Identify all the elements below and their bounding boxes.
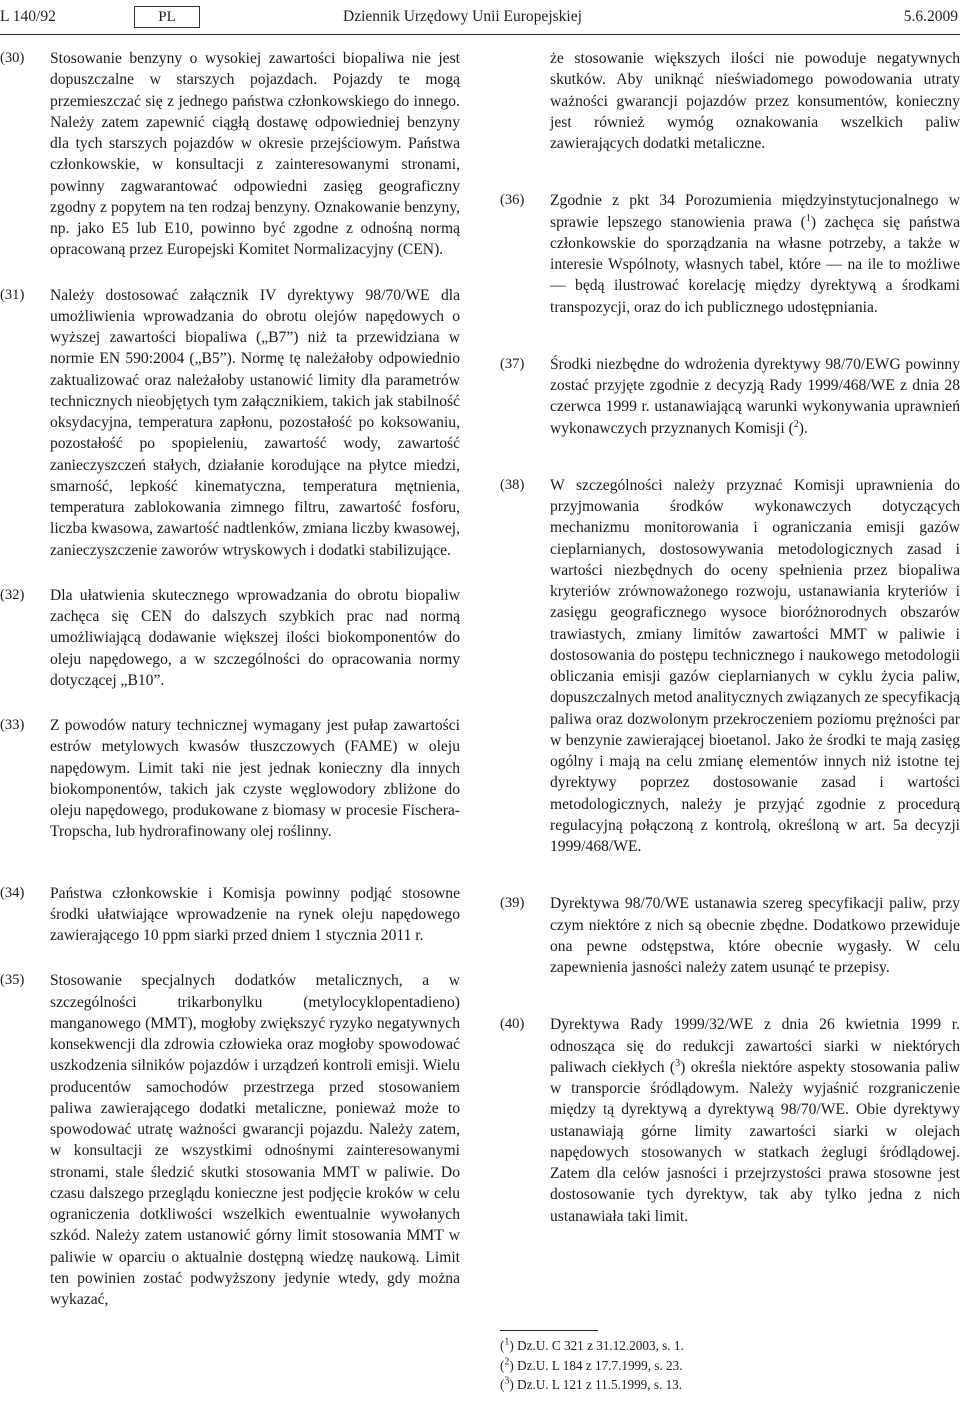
recital-35-continuation <box>500 48 960 154</box>
recital-32 <box>0 585 460 691</box>
recital-text: Stosowanie benzyny o wysokiej zawartości biopaliwa nie jest dopuszczalne w starszych pojazdach. Pojazdy te mogą przemieszczać się z jednego państwa członkowskiego do innego. Należy zatem zapewnić ciągłą dostawę odpowiedniej benzyny dla tych starszych pojazdów w okresie przejściowym. Państwa członkowskie, w konsultacji z zainteresowanymi stronami, powinny zagwarantować odpowiedni zasięg geograficzny zgodny z popytem na ten rodzaj benzyny. Oznakowanie benzyny, np. jako E5 lub E10, powinno być zgodne z odnośną normą opracowaną przez Europejski Komitet Normalizacyjny (CEN). <box>50 50 460 259</box>
recital-text: Stosowanie specjalnych dodatków metalicznych, a w szczególności trikarbonylku (metylocyklopentadieno) manganowego (MMT), mogłoby zwiększyć ryzyko negatywnych konsekwencji dla zdrowia człowieka oraz mogłoby spowodować uszkodzenia silników pojazdów i urządzeń kontroli emisji. Wielu producentów samochodów przestrzega przed stosowaniem paliwa zawierającego dodatki metaliczne, ponieważ może to spowodować utratę ważności gwarancji pojazdu. Należy zatem, w konsultacji ze wszystkimi odnośnymi zainteresowanymi stronami, stale śledzić skutki stosowania MMT w paliwie. Do czasu dalszego przeglądu konieczne jest podjęcie kroków w celu ograniczenia dotkliwości wszelkich ewentualnie wywołanych szkód. Należy zatem ustanowić górny limit stosowania MMT w paliwie w oparciu o aktualnie dostępną wiedzę naukową. Limit ten powinien zostać podwyższony jedynie wtedy, gdy można wykazać, <box>50 972 460 1308</box>
page-number: L 140/92 <box>0 8 56 25</box>
recital-38 <box>500 475 960 858</box>
language-code-box: PL <box>134 6 200 28</box>
recital-text: Zgodnie z pkt 34 Porozumienia międzyinstytucjonalnego w sprawie lepszego stanowienia prawa ($^1$) zachęca się państwa członkowskie do sporządzania na własne potrzeby, a także w interesie Wspólnoty, własnych tabel, które — na ile to możliwe — będą ilustrować korelację między dyrektywą a środkami transpozycji, oraz do ich publicznego udostępniania. <box>550 192 960 316</box>
footnote-ref-1[interactable]: 1 <box>805 212 811 224</box>
header-rule <box>0 34 960 35</box>
recital-number: (35) <box>0 972 25 989</box>
recital-number: (36) <box>500 192 525 209</box>
recital-number: (32) <box>0 586 25 603</box>
recital-30 <box>0 48 460 261</box>
recital-33 <box>0 715 460 843</box>
recital-number: (30) <box>0 50 25 66</box>
footnote-3: ($^3$) Dz.U. L 121 z 11.5.1999, s. 13. <box>500 1375 683 1392</box>
recital-35 <box>0 970 460 1310</box>
footnote-ref-2[interactable]: 2 <box>793 418 799 430</box>
recital-text: Dyrektywa 98/70/WE ustanawia szereg specyfikacji paliw, przy czym niektóre z nich są obecnie zbędne. Dodatkowo przewiduje ona pewne odstępstwa, które obecnie wygasły. W celu zapewnienia jasności należy zatem usunąć te przepisy. <box>550 895 960 976</box>
recital-text: Z powodów natury technicznej wymagany jest pułap zawartości estrów metylowych kwasów tłuszczowych (FAME) w oleju napędowym. Limit taki nie jest jednak konieczny dla innych biokomponentów, takich jak czyste węglowodory zbliżone do oleju napędowego, produkowane z biomasy w procesie Fischera-Tropscha, lub hydrorafinowany olej roślinny. <box>50 717 460 841</box>
recital-number: (39) <box>500 895 525 912</box>
left-column <box>0 48 460 1310</box>
recital-34 <box>0 883 460 947</box>
recital-text: Państwa członkowskie i Komisja powinny podjąć stosowne środki ułatwiające wprowadzenie na rynek oleju napędowego zawierającego 10 ppm siarki przed dniem 1 stycznia 2011 r. <box>50 884 460 944</box>
recital-number: (37) <box>500 355 525 372</box>
recital-number: (31) <box>0 286 25 303</box>
right-column <box>500 48 960 1227</box>
recital-37 <box>500 354 960 439</box>
recital-number: (38) <box>500 476 525 493</box>
footnote-1: ($^1$) Dz.U. C 321 z 31.12.2003, s. 1. <box>500 1336 684 1353</box>
recital-text: że stosowanie większych ilości nie powoduje negatywnych skutków. Aby uniknąć nieświadomego powodowania utraty ważności gwarancji pojazdów przez konsumentów, konieczny jest również wymóg oznakowania wszelkich paliw zawierających dodatki metaliczne. <box>550 50 960 152</box>
recital-text: Dyrektywa Rady 1999/32/WE z dnia 26 kwietnia 1999 r. odnosząca się do redukcji zawartości siarki w niektórych paliwach ciekłych ($^3$) określa niektóre aspekty stosowania paliw w transporcie śródlądowym. Należy wyjaśnić rozgraniczenie między tą dyrektywą a dyrektywą 98/70/WE. Obie dyrektywy ustanawiają górne limity zawartości siarki w olejach napędowych stosowanych w statkach żeglugi śródlądowej. Zatem dla celów jasności i przejrzystości prawa stosowne jest dostosowanie tych dyrektyw, tak aby tylko jedna z nich ustanawiała taki limit. <box>550 1016 960 1225</box>
journal-title: Dziennik Urzędowy Unii Europejskiej <box>343 8 582 25</box>
recital-36 <box>500 190 960 318</box>
recital-40 <box>500 1014 960 1227</box>
footnotes <box>500 1330 960 1395</box>
recital-text: Środki niezbędne do wdrożenia dyrektywy 98/70/EWG powinny zostać przyjęte zgodnie z decyzją Rady 1999/468/WE z dnia 28 czerwca 1999 r. ustanawiającą warunki wykonywania uprawnień wykonawczych przyznanych Komisji ($^2$). <box>550 355 960 437</box>
footnote-ref-3[interactable]: 3 <box>675 1057 681 1069</box>
publication-date: 5.6.2009 <box>903 8 958 25</box>
recital-31 <box>0 285 460 561</box>
recital-text: Należy dostosować załącznik IV dyrektywy 98/70/WE dla umożliwienia wprowadzania do obrotu olejów napędowych o wyższej zawartości biopaliwa („B7”) niż ta przewidziana w normie EN 590:2004 („B5”). Normę tę należałoby odpowiednio zaktualizować oraz należałoby ustanowić limity dla parametrów technicznych nieobjętych tym załącznikiem, takich jak stabilność oksydacyjna, temperatura zapłonu, pozostałość po koksowaniu, pozostałość po spopieleniu, zawartość wody, zawartość zanieczyszczeń stałych, działanie korodujące na płytce miedzi, smarność, lepkość kinematyczna, temperatura mętnienia, temperatura zablokowania zimnego filtru, zawartość fosforu, liczba kwasowa, zawartość nadtlenków, zmiana liczby kwasowej, zanieczyszczenie zaworów wtryskowych i dodatki stabilizujące. <box>50 286 460 559</box>
recital-text: Dla ułatwienia skutecznego wprowadzania do obrotu biopaliw zachęca się CEN do dalszych szybkich prac nad normą umożliwiającą dodawanie większej ilości biokomponentów do oleju napędowego, a w szczególności do opracowania normy dotyczącej „B10”. <box>50 586 460 689</box>
recital-number: (40) <box>500 1016 525 1033</box>
recital-text: W szczególności należy przyznać Komisji uprawnienia do przyjmowania środków wykonawczych dotyczących mechanizmu monitorowania i ograniczania emisji gazów cieplarnianych, dostosowywania metodologicznych zasad i wartości niezbędnych do oceny spełnienia przez biopaliwa kryteriów zrównoważonego rozwoju, ustanawiania kryteriów i zasięgu geograficznego wysoce bioróżnorodnych obszarów trawiastych, zmiany limitów zawartości MMT w paliwie i dostosowania do postępu technicznego i naukowego metodologii obliczania emisji gazów cieplarnianych w cyklu życia paliw, dopuszczalnych metod analitycznych związanych ze specyfikacją paliwa oraz dozwolonym przekroczeniem poziomu prężności par w benzynie zawierającej bioetanol. Jako że środki te mają zasięg ogólny i mają na celu zmianę elementów innych niż istotne tej dyrektywy poprzez dostosowanie zasad i wartości metodologicznych, należy je przyjąć zgodnie z procedurą regulacyjną połączoną z kontrolą, określoną w art. 5a decyzji 1999/468/WE. <box>550 476 960 855</box>
footnote-2: ($^2$) Dz.U. L 184 z 17.7.1999, s. 23. <box>500 1356 683 1373</box>
footnote-rule <box>500 1330 598 1331</box>
recital-39 <box>500 893 960 978</box>
recital-number: (33) <box>0 717 25 733</box>
recital-number: (34) <box>0 884 25 901</box>
page-header <box>0 6 960 30</box>
